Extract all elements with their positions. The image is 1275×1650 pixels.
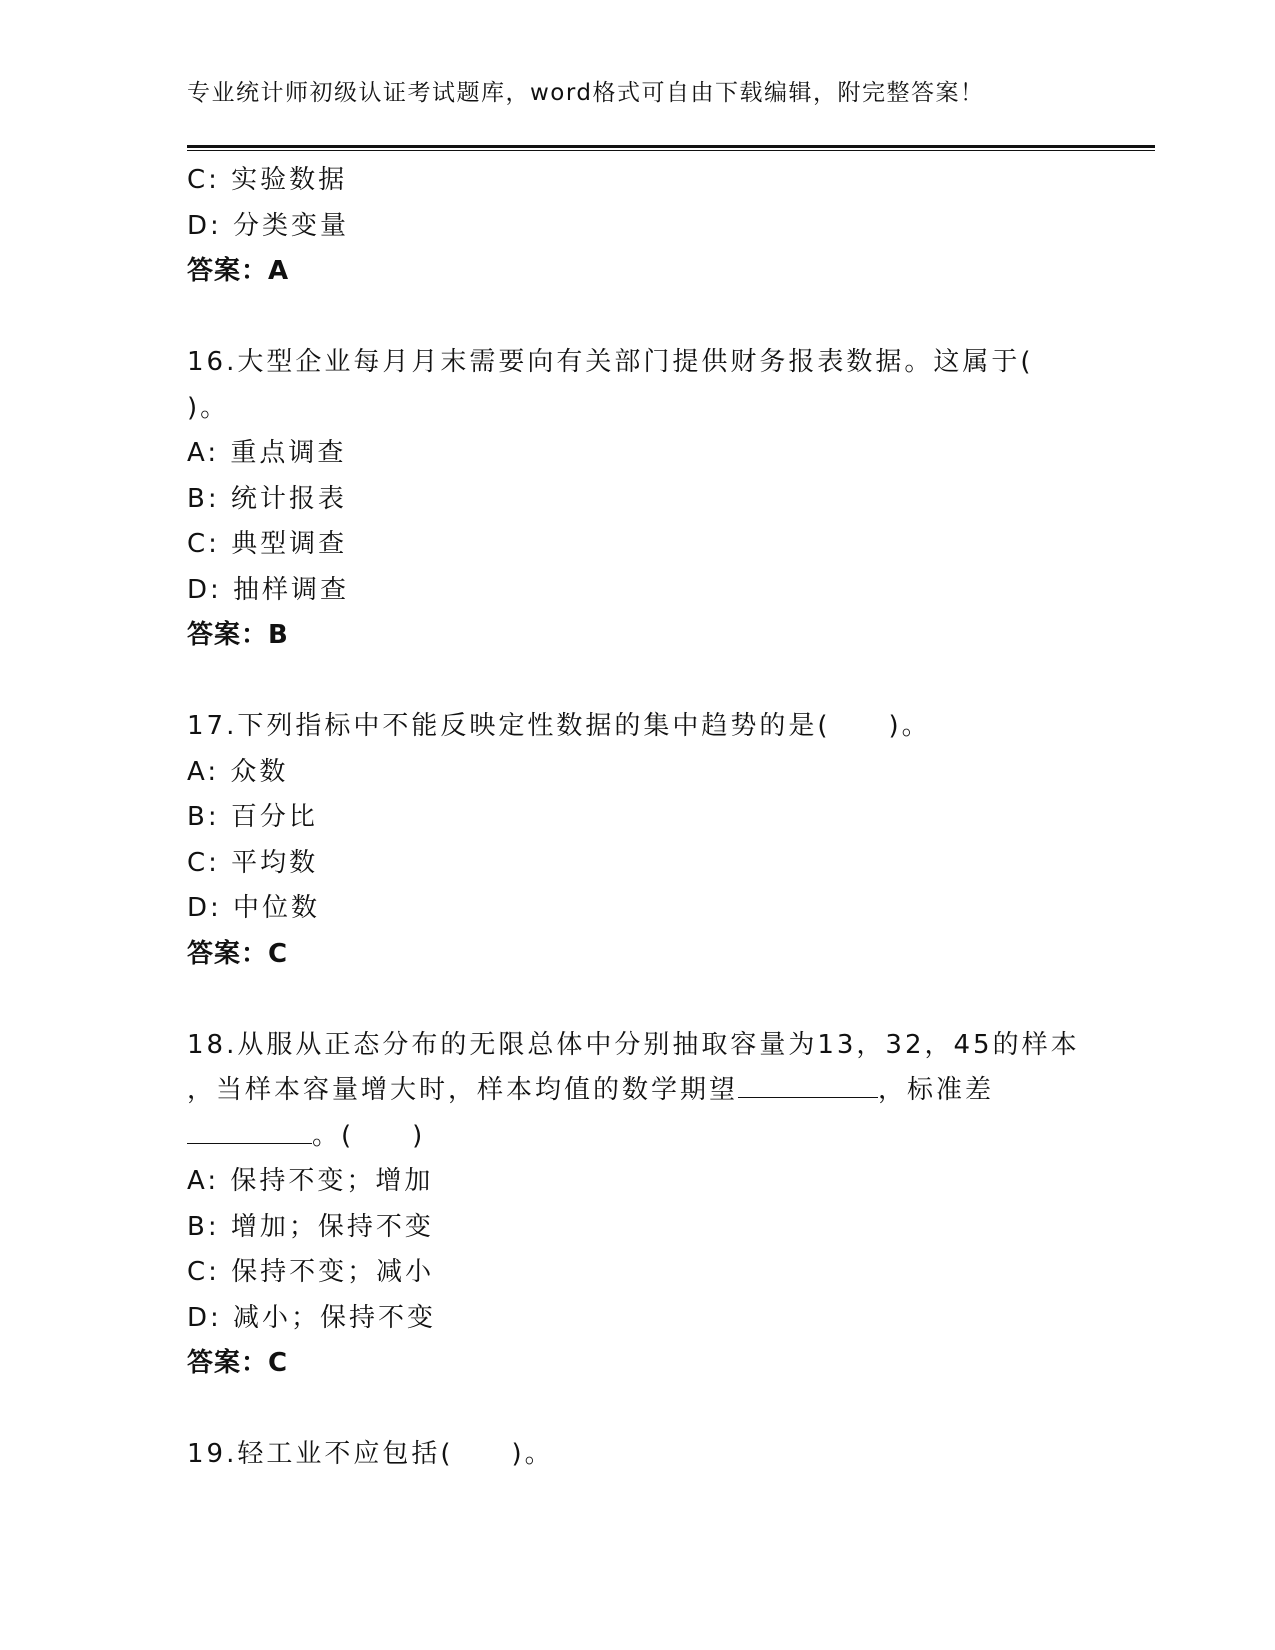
fill-in-blank-1 [738, 1071, 878, 1098]
page-header: 专业统计师初级认证考试题库，word格式可自由下载编辑，附完整答案！ [187, 80, 985, 106]
q16-option-b: B: 统计报表 [187, 483, 347, 514]
q18-answer: 答案：C [187, 1348, 289, 1378]
spacer [187, 1387, 1087, 1433]
q16-answer: 答案：B [187, 620, 289, 650]
document-body [187, 158, 1087, 1478]
q17-option-d: D: 中位数 [187, 893, 321, 923]
header-rule [187, 145, 1155, 151]
q16-option-c: C: 典型调查 [187, 529, 348, 559]
q15-answer: 答案：A [187, 256, 290, 286]
q17-stem: 17.下列指标中不能反映定性数据的集中趋势的是( )。 [187, 711, 931, 741]
q19-stem: 19.轻工业不应包括( )。 [187, 1439, 554, 1469]
q18-option-c: C: 保持不变；减小 [187, 1257, 435, 1287]
spacer [187, 659, 1087, 705]
q16-stem-line1: 16.大型企业每月月末需要向有关部门提供财务报表数据。这属于( [187, 347, 1034, 377]
q18-stem-line2-text-a: ，当样本容量增大时，样本均值的数学期望 [187, 1075, 739, 1105]
q15-option-d: D: 分类变量 [187, 210, 350, 241]
q18-option-b: B: 增加；保持不变 [187, 1211, 434, 1242]
q18-stem-line1: 18.从服从正态分布的无限总体中分别抽取容量为13，32，45的样本 [187, 1029, 1080, 1060]
q18-stem-line2-text-b: ，标准差 [878, 1075, 995, 1105]
q17-option-c: C: 平均数 [187, 847, 319, 878]
q16-stem-line2: )。 [187, 392, 230, 423]
q18-stem-line3 [187, 1114, 1087, 1160]
q15-option-c: C: 实验数据 [187, 165, 348, 195]
q18-option-a: A: 保持不变；增加 [187, 1166, 434, 1196]
q18-stem-line2 [187, 1068, 1087, 1114]
q17-option-a: A: 众数 [187, 756, 289, 787]
q18-stem-line3-text: 。( ) [312, 1120, 426, 1151]
q16-option-a: A: 重点调查 [187, 438, 347, 468]
fill-in-blank-2 [187, 1117, 312, 1144]
q17-answer: 答案：C [187, 938, 289, 969]
q18-option-d: D: 减小；保持不变 [187, 1302, 437, 1333]
q17-option-b: B: 百分比 [187, 802, 318, 832]
spacer [187, 977, 1087, 1023]
spacer [187, 295, 1087, 341]
q16-option-d: D: 抽样调查 [187, 574, 350, 605]
